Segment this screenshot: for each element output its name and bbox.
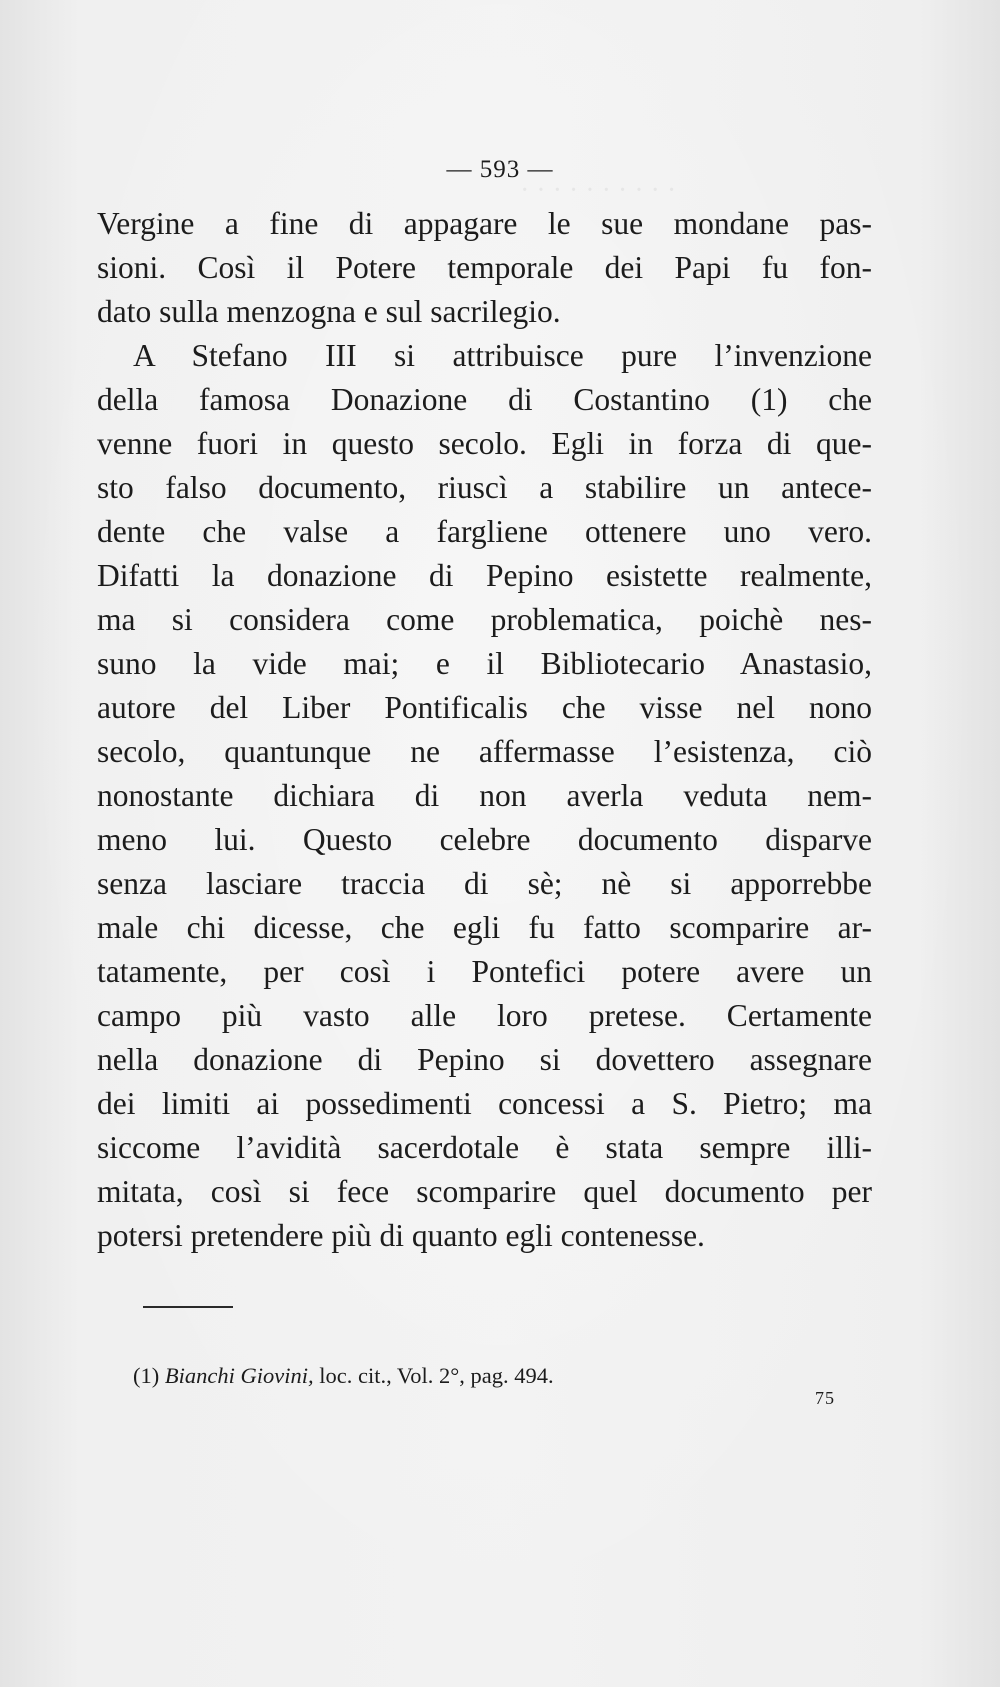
printer-signature-mark: 75 [815, 1388, 835, 1408]
text-line: A Stefano III si attribuisce pure l’invenzione [133, 338, 872, 373]
text-line: mitata, così si fece scomparire quel documento per [97, 1174, 872, 1209]
text-line: suno la vide mai; e il Bibliotecario Anastasio, [97, 646, 872, 681]
text-line: sto falso documento, riuscì a stabilire un antece- [97, 470, 872, 505]
text-line: venne fuori in questo secolo. Egli in forza di que- [97, 426, 872, 461]
text-line: nonostante dichiara di non averla veduta nem- [97, 778, 872, 813]
text-line: campo più vasto alle loro pretese. Certamente [97, 998, 872, 1033]
text-line: dato sulla menzogna e sul sacrilegio. [97, 294, 561, 329]
text-line: sioni. Così il Potere temporale dei Papi fu fon- [97, 250, 872, 285]
footnote-separator [143, 1306, 233, 1308]
footnote-author: Bianchi Giovini, [164, 1363, 314, 1388]
text-line: Difatti la donazione di Pepino esistette realmente, [97, 558, 872, 593]
bleed-through-shadow: · · · · · · · · · · [520, 175, 677, 206]
text-line: Vergine a fine di appagare le sue mondane pas- [97, 206, 872, 241]
text-line: senza lasciare traccia di sè; nè si apporrebbe [97, 866, 872, 901]
text-line: della famosa Donazione di Costantino (1) che [97, 382, 872, 417]
body-text [97, 202, 872, 1258]
text-line: autore del Liber Pontificalis che visse nel nono [97, 690, 872, 725]
text-line: nella donazione di Pepino si dovettero assegnare [97, 1042, 872, 1077]
text-line: dente che valse a fargliene ottenere uno vero. [97, 514, 872, 549]
text-line: siccome l’avidità sacerdotale è stata sempre illi- [97, 1130, 872, 1165]
footnote-reference: loc. cit., Vol. 2°, pag. 494. [319, 1363, 554, 1388]
footnote-marker: (1) [133, 1363, 160, 1388]
text-line: male chi dicesse, che egli fu fatto scomparire ar- [97, 910, 872, 945]
text-line: ma si considera come problematica, poichè nes- [97, 602, 872, 637]
text-line: tatamente, per così i Pontefici potere avere un [97, 954, 872, 989]
footnote [133, 1363, 554, 1389]
text-line: secolo, quantunque ne affermasse l’esistenza, ciò [97, 734, 872, 769]
text-line: meno lui. Questo celebre documento disparve [97, 822, 872, 857]
page-number-header: — 593 — [446, 156, 554, 183]
text-line: potersi pretendere più di quanto egli contenesse. [97, 1218, 705, 1253]
text-line: dei limiti ai possedimenti concessi a S. Pietro; ma [97, 1086, 872, 1121]
